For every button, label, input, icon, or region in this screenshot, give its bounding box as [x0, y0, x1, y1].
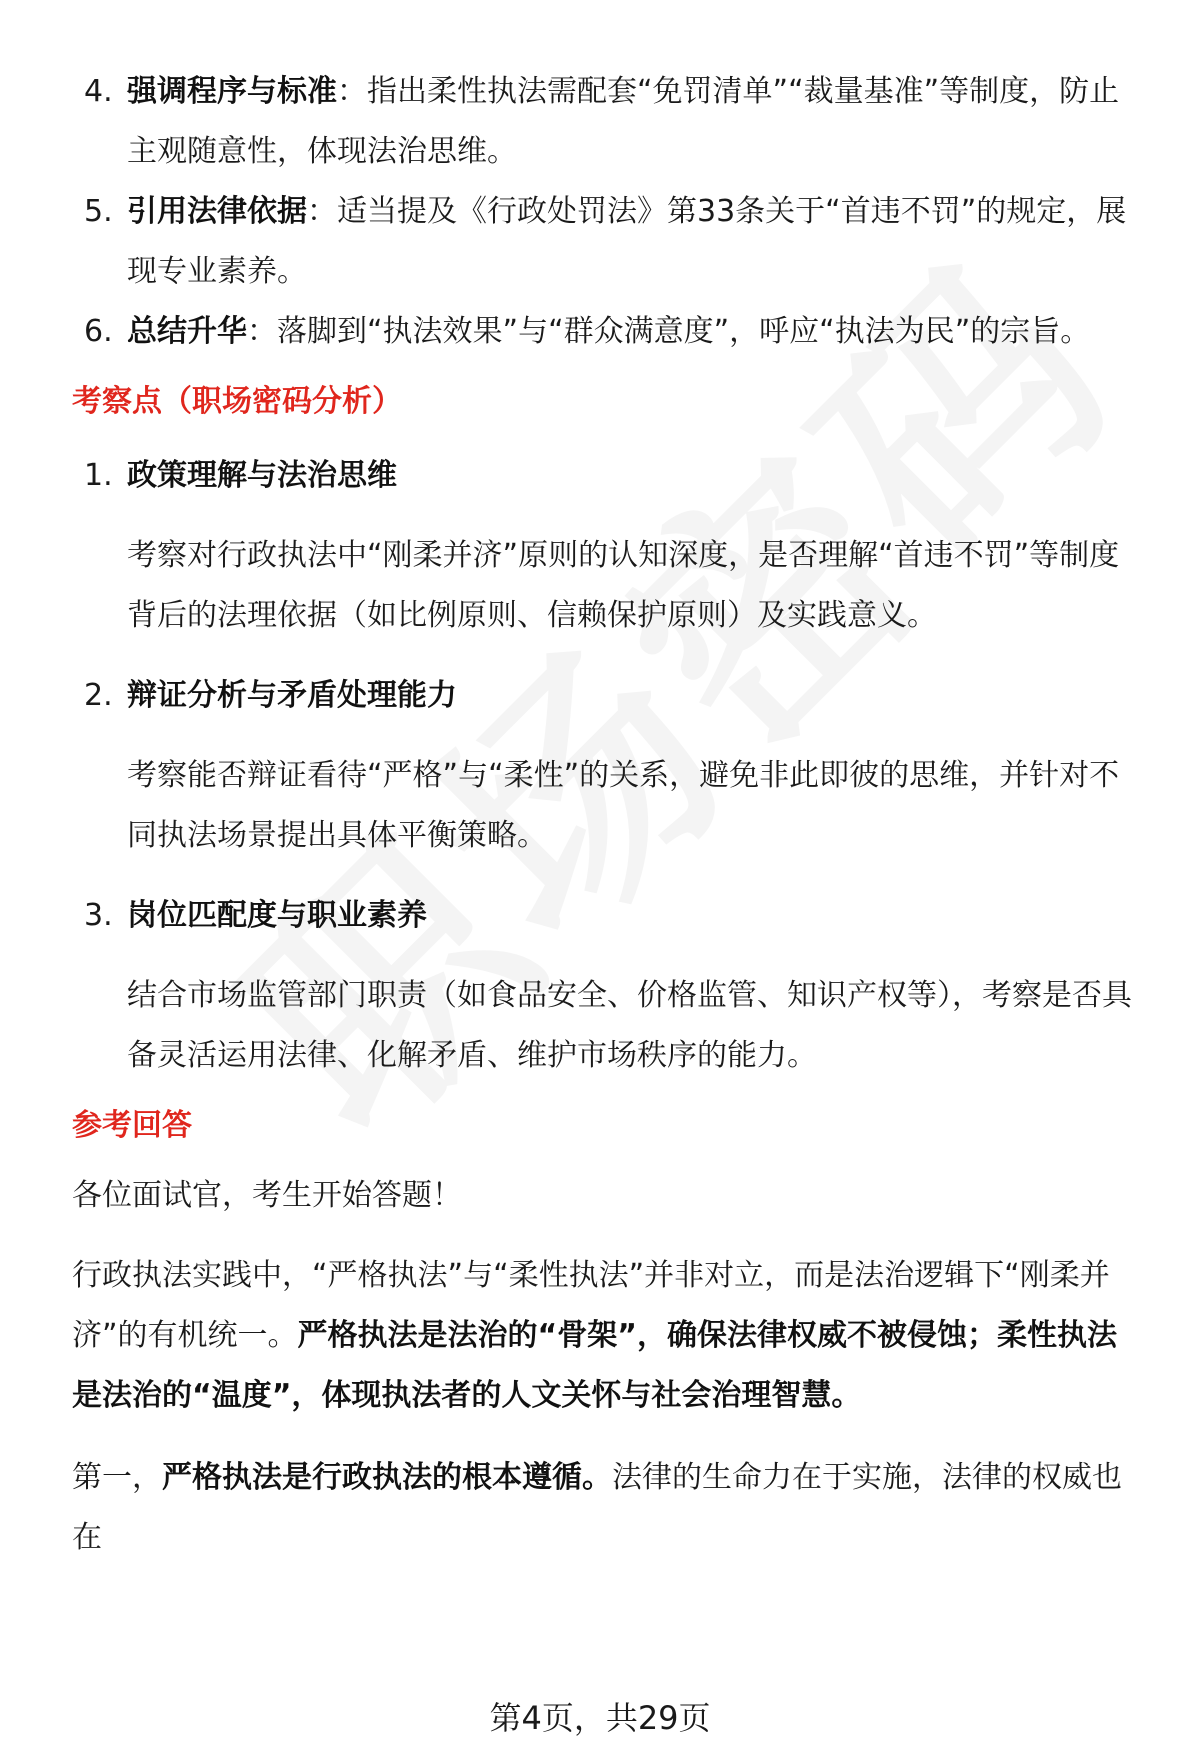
numbered-list-top — [72, 62, 1142, 362]
point-title-text: 政策理解与法治思维 — [127, 458, 397, 493]
point-title — [72, 446, 1142, 506]
paragraph-text: 行政执法实践中，“严格执法”与“柔性执法”并非对立，而是法治逻辑下“刚柔并济”的有机统一。 — [72, 1258, 1110, 1353]
list-item-bold: 强调程序与标准 — [127, 74, 337, 109]
section-heading: 考察点（职场密码分析） — [72, 384, 402, 419]
page-footer: 第4页，共29页 — [489, 1699, 711, 1737]
list-item-text: ：指出柔性执法需配套“免罚清单”“裁量基准”等制度，防止主观随意性，体现法治思维。 — [127, 74, 1120, 169]
answer-paragraph — [72, 1448, 1142, 1568]
point-description: 考察能否辩证看待“严格”与“柔性”的关系，避免非此即彼的思维，并针对不同执法场景提出具体平衡策略。 — [127, 758, 1120, 853]
paragraph-text: 法律的生命力在于实施，法律的权威也在 — [72, 1460, 1122, 1555]
paragraph-bold: 严格执法是行政执法的根本遵循。 — [162, 1460, 612, 1495]
content — [72, 62, 1142, 1568]
list-number: 6. — [84, 314, 113, 349]
list-number: 4. — [84, 74, 113, 109]
list-item-bold: 总结升华 — [127, 314, 247, 349]
points-list — [72, 446, 1142, 1086]
list-number: 1. — [84, 458, 113, 493]
point-title — [72, 666, 1142, 726]
point-description: 考察对行政执法中“刚柔并济”原则的认知深度，是否理解“首违不罚”等制度背后的法理依据（如比例原则、信赖保护原则）及实践意义。 — [127, 538, 1120, 633]
point-title-text: 岗位匹配度与职业素养 — [127, 898, 427, 933]
list-item-text: ：落脚到“执法效果”与“群众满意度”，呼应“执法为民”的宗旨。 — [247, 314, 1091, 349]
list-number: 3. — [84, 898, 113, 933]
list-item-bold: 引用法律依据 — [127, 194, 307, 229]
list-item-text: ：适当提及《行政处罚法》第33条关于“首违不罚”的规定，展现专业素养。 — [127, 194, 1127, 289]
point-title — [72, 886, 1142, 946]
point-title-text: 辩证分析与矛盾处理能力 — [127, 678, 457, 713]
answer-greeting: 各位面试官，考生开始答题！ — [72, 1178, 462, 1213]
paragraph-bold: 严格执法是法治的“骨架”，确保法律权威不被侵蚀；柔性执法是法治的“温度”，体现执法者的人文关怀与社会治理智慧。 — [72, 1318, 1117, 1413]
list-number: 5. — [84, 194, 113, 229]
section-heading: 参考回答 — [72, 1108, 192, 1143]
paragraph-text: 第一， — [72, 1460, 162, 1495]
answer-paragraph — [72, 1246, 1142, 1426]
list-number: 2. — [84, 678, 113, 713]
point-description: 结合市场监管部门职责（如食品安全、价格监管、知识产权等），考察是否具备灵活运用法律、化解矛盾、维护市场秩序的能力。 — [127, 978, 1132, 1073]
list-item — [72, 182, 1142, 302]
list-item — [72, 302, 1142, 362]
list-item — [72, 62, 1142, 182]
